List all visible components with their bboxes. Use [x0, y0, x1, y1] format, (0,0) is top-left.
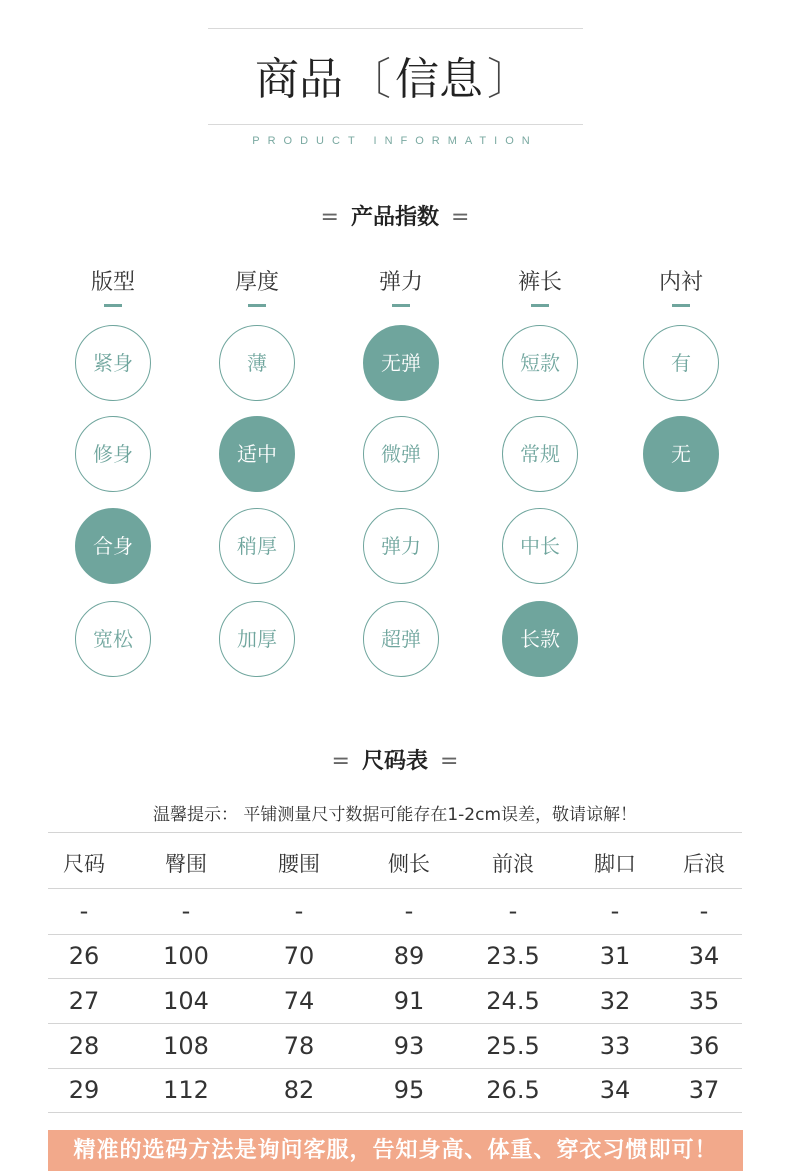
index-column	[341, 268, 461, 307]
table-header-cell: 后浪	[683, 852, 725, 876]
index-title-text: 产品指数	[350, 205, 439, 230]
index-column-label: 内衬	[658, 270, 703, 295]
index-column	[480, 268, 600, 307]
sizing-advice-banner: 精准的选码方法是询问客服，告知身高、体重、穿衣习惯即可！	[48, 1130, 743, 1171]
index-option: 弹力	[363, 508, 439, 584]
index-column	[197, 268, 317, 307]
table-top-border	[48, 832, 742, 833]
table-header-cell: 侧长	[388, 852, 430, 876]
index-option: 修身	[75, 416, 151, 492]
page-subtitle: PRODUCT INFORMATION	[252, 135, 538, 147]
index-column-label: 裤长	[517, 270, 562, 295]
table-cell: -	[294, 897, 304, 925]
header-bottom-divider	[208, 124, 583, 125]
index-option: 常规	[502, 416, 578, 492]
index-column	[621, 268, 741, 307]
header-top-divider	[208, 28, 583, 29]
table-cell: 24.5	[486, 987, 540, 1015]
table-header-cell: 脚口	[594, 852, 636, 876]
table-cell: 34	[688, 942, 720, 970]
index-option-selected: 无	[643, 416, 719, 492]
table-cell: 37	[688, 1076, 720, 1104]
eq-right: =	[440, 749, 459, 774]
table-cell: 108	[163, 1032, 209, 1060]
index-column-underline	[672, 304, 690, 307]
index-column-underline	[392, 304, 410, 307]
table-cell: 32	[599, 987, 631, 1015]
index-column-underline	[531, 304, 549, 307]
index-option-selected: 无弹	[363, 325, 439, 401]
index-column-label: 厚度	[234, 270, 279, 295]
page-title	[0, 52, 790, 108]
index-option: 超弹	[363, 601, 439, 677]
table-cell: 26.5	[486, 1076, 540, 1104]
table-header-cell: 臀围	[165, 852, 207, 876]
table-cell: 95	[393, 1076, 425, 1104]
eq-left: =	[320, 205, 339, 230]
bracket-left: 〔	[347, 54, 391, 105]
index-option-selected: 合身	[75, 508, 151, 584]
index-option: 宽松	[75, 601, 151, 677]
eq-left: =	[331, 749, 350, 774]
table-cell: 78	[283, 1032, 315, 1060]
index-column-underline	[248, 304, 266, 307]
table-cell: 31	[599, 942, 631, 970]
size-title-text: 尺码表	[361, 749, 428, 774]
table-row	[48, 889, 742, 935]
table-cell: -	[508, 897, 518, 925]
table-cell: 26	[68, 942, 100, 970]
bracket-right: 〕	[487, 54, 531, 105]
index-option: 中长	[502, 508, 578, 584]
eq-right: =	[451, 205, 470, 230]
table-cell: 91	[393, 987, 425, 1015]
table-header-cell: 腰围	[278, 852, 320, 876]
table-cell: 25.5	[486, 1032, 540, 1060]
table-cell: 100	[163, 942, 209, 970]
index-option: 微弹	[363, 416, 439, 492]
size-section-title	[0, 744, 790, 775]
title-main: 商品	[255, 54, 343, 105]
table-row	[48, 1024, 742, 1069]
index-option: 短款	[502, 325, 578, 401]
table-cell: 35	[688, 987, 720, 1015]
table-header-row	[48, 840, 742, 889]
table-cell: 36	[688, 1032, 720, 1060]
index-column-label: 版型	[90, 270, 135, 295]
table-cell: 34	[599, 1076, 631, 1104]
index-section-title	[0, 200, 790, 231]
index-column-underline	[104, 304, 122, 307]
table-row	[48, 1069, 742, 1113]
table-cell: 104	[163, 987, 209, 1015]
title-accent: 信息	[395, 54, 483, 105]
table-header-cell: 尺码	[63, 852, 105, 876]
index-option: 有	[643, 325, 719, 401]
table-cell: -	[699, 897, 709, 925]
table-cell: 33	[599, 1032, 631, 1060]
table-header-cell: 前浪	[492, 852, 534, 876]
table-cell: -	[404, 897, 414, 925]
table-cell: 112	[163, 1076, 209, 1104]
table-cell: -	[181, 897, 191, 925]
table-cell: 27	[68, 987, 100, 1015]
table-row	[48, 934, 742, 979]
table-cell: -	[79, 897, 89, 925]
index-column	[53, 268, 173, 307]
table-cell: 89	[393, 942, 425, 970]
index-option: 紧身	[75, 325, 151, 401]
table-cell: 70	[283, 942, 315, 970]
index-option-selected: 适中	[219, 416, 295, 492]
table-cell: 74	[283, 987, 315, 1015]
index-option: 加厚	[219, 601, 295, 677]
table-cell: -	[610, 897, 620, 925]
table-cell: 82	[283, 1076, 315, 1104]
table-cell: 28	[68, 1032, 100, 1060]
table-cell: 93	[393, 1032, 425, 1060]
index-column-label: 弹力	[378, 270, 423, 295]
table-cell: 23.5	[486, 942, 540, 970]
table-row	[48, 979, 742, 1024]
index-option: 薄	[219, 325, 295, 401]
measurement-tip: 温馨提示： 平铺测量尺寸数据可能存在1-2cm误差，敬请谅解！	[152, 805, 638, 825]
index-option-selected: 长款	[502, 601, 578, 677]
index-option: 稍厚	[219, 508, 295, 584]
table-cell: 29	[68, 1076, 100, 1104]
